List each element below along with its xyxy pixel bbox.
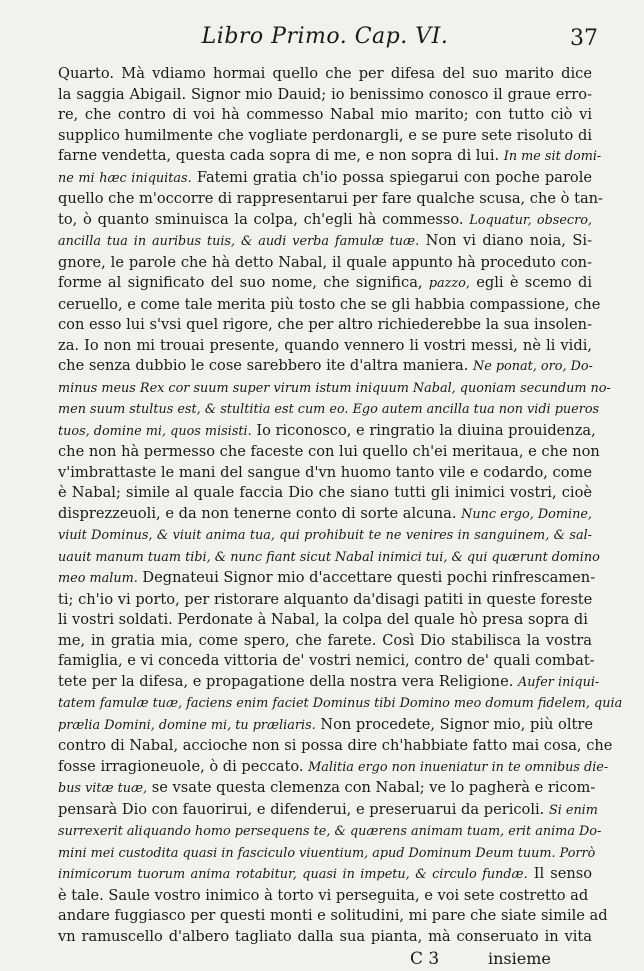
page-footer xyxy=(58,949,592,971)
text-run: to, ò quanto sminuisca la colpa, ch'egli hà commesso. xyxy=(58,210,470,228)
text-line xyxy=(58,778,596,800)
text-line xyxy=(58,568,596,590)
text-run: re, che contro di voi hà commesso Nabal mio marito; con tutto ciò vi xyxy=(58,106,592,123)
text-line xyxy=(58,483,592,504)
text-run: Fatemi gratia ch'io possa spiegarui con poche parole xyxy=(191,168,593,186)
signature-mark: C 3 xyxy=(410,949,440,969)
latin-quote: viuit Dominus, & viuit anima tua, qui prohibuit te ne venires in sanguinem, & sal- xyxy=(58,528,592,543)
text-line xyxy=(58,336,592,357)
text-line xyxy=(58,864,592,886)
text-line xyxy=(58,672,600,694)
latin-quote: In me sit domi- xyxy=(503,149,602,164)
latin-quote: prælia Domini, domine mi, tu præliaris. xyxy=(58,717,316,733)
latin-quote: bus vitæ tuæ, xyxy=(58,781,148,796)
text-run: Io riconosco, e ringratio la diuina prouidenza, xyxy=(251,421,596,439)
text-line xyxy=(58,651,595,672)
catchword: insieme xyxy=(488,949,551,968)
text-run: vn ramuscello d'albero tagliato dalla sua pianta, mà conseruato in vita xyxy=(58,927,592,945)
text-run: tete per la difesa, e propagatione della nostra vera Religione. xyxy=(58,672,518,690)
latin-quote: Aufer iniqui- xyxy=(518,674,600,690)
text-line xyxy=(58,547,600,569)
text-run: gnore, le parole che hà detto Nabal, il quale appunto hà proceduto con- xyxy=(58,253,592,271)
text-line xyxy=(58,378,611,400)
text-run: ceruello, e come tale merita più tosto che se gli habbia compassione, che xyxy=(58,295,601,313)
text-line xyxy=(58,736,613,757)
text-line xyxy=(58,610,592,631)
latin-quote: uauit manum tuam tibi, & nunc fiant sicut Nabal inimici tui, & qui quærunt domino xyxy=(58,549,600,565)
text-run: Quarto. Mà vdiamo hormai quello che per difesa del suo marito dice xyxy=(58,65,592,82)
text-line xyxy=(58,843,596,865)
text-line xyxy=(58,800,598,822)
latin-quote: tuos, domine mi, quos misisti. xyxy=(58,423,252,439)
text-run: è Nabal; simile al quale faccia Dio che siano tutti gli inimici vostri, cioè xyxy=(58,484,592,501)
latin-quote: Si enim xyxy=(548,802,598,818)
text-run: quello che m'occorre di rappresentarui per fare qualche scusa, che ò tan- xyxy=(58,190,603,207)
text-line xyxy=(58,504,592,526)
text-run: ti; ch'io vi porto, per ristorare alquanto da'disagi patiti in queste foreste xyxy=(58,590,593,608)
text-line xyxy=(58,631,592,652)
latin-quote: pazzo, xyxy=(428,276,470,291)
latin-quote: inimicorum tuorum anima rotabitur, quasi in impetu, & circulo fundæ. xyxy=(58,867,528,882)
page-number: 37 xyxy=(570,26,598,51)
text-run: con esso lui s'vsi quel rigore, che per altro richiederebbe la sua insolen- xyxy=(58,316,592,333)
text-run: è tale. Saule vostro inimico à torto vi perseguita, e voi sete costretto ad xyxy=(58,886,589,904)
text-line xyxy=(58,693,623,715)
latin-quote: mini mei custodita quasi in fasciculo viuentium, apud Dominum Deum tuum. Porrò xyxy=(58,845,596,861)
text-run: pensarà Dio con fauorirui, e difenderui, e preseruarui da pericoli. xyxy=(58,800,549,818)
text-run: Non vi diano noia, Si- xyxy=(419,232,592,249)
text-line xyxy=(58,525,592,547)
text-run: me, in gratia mia, come spero, che farete. Così Dio stabilisca la vostra xyxy=(58,631,592,649)
latin-quote: ancilla tua in auribus tuis, & audi verba famulæ tuæ. xyxy=(58,234,420,249)
text-line xyxy=(58,168,592,190)
text-line xyxy=(58,231,592,253)
text-line xyxy=(58,821,602,843)
text-run: se vsate questa clemenza con Nabal; ve lo pagherà e ricom- xyxy=(147,779,596,796)
latin-quote: tatem famulæ tuæ, faciens enim faciet Dominus tibi Domino meo domum fidelem, quia xyxy=(58,696,623,711)
text-line xyxy=(58,85,592,106)
text-line xyxy=(58,210,592,232)
latin-quote: minus meus Rex cor suum super virum istum iniquum Nabal, quoniam secundum no- xyxy=(58,380,611,396)
running-head: Libro Primo. Cap. VI. xyxy=(201,24,449,49)
text-line xyxy=(58,295,601,316)
text-run: la saggia Abigail. Signor mio Dauid; io benissimo conosco il graue erro- xyxy=(58,85,592,103)
text-line xyxy=(58,105,592,126)
latin-quote: Ne ponat, oro, Do- xyxy=(473,359,593,374)
latin-quote: men suum stultus est, & stultitia est cum eo. Ego autem ancilla tua non vidi pueros xyxy=(58,402,600,417)
text-line xyxy=(58,273,592,295)
text-line xyxy=(58,715,592,737)
text-line xyxy=(58,253,592,274)
text-line xyxy=(58,927,592,948)
text-run: contro di Nabal, accioche non si possa dire ch'habbiate fatto mai cosa, che xyxy=(58,737,613,754)
text-line xyxy=(58,146,602,168)
text-line xyxy=(58,189,603,210)
text-run: andare fuggiasco per questi monti e solitudini, mi pare che siate simile ad xyxy=(58,907,608,924)
text-run: Il senso xyxy=(527,865,593,882)
text-line xyxy=(58,315,592,336)
text-run: v'imbrattaste le mani del sangue d'vn huomo tanto vile e codardo, come xyxy=(58,463,592,481)
text-run: za. Io non mi trouai presente, quando vennero li vostri messi, nè li vidi, xyxy=(58,336,592,354)
text-run: Degnateui Signor mio d'accettare questi pochi rinfrescamen- xyxy=(137,569,596,586)
text-run: che senza dubbio le cose sarebbero ite d'altra maniera. xyxy=(58,357,474,374)
text-run: farne vendetta, questa cada sopra di me, e non sopra di lui. xyxy=(58,147,504,164)
body-text xyxy=(58,64,623,947)
text-line xyxy=(58,590,592,611)
text-run: famiglia, e vi conceda vittoria de' vostri nemici, contro de' quali combat- xyxy=(58,652,595,669)
text-line xyxy=(58,442,600,463)
latin-quote: meo malum. xyxy=(58,571,138,586)
text-run: disprezzeuoli, e da non tenerne conto di sorte alcuna. xyxy=(58,504,462,522)
text-line xyxy=(58,757,609,779)
text-run: egli è scemo di xyxy=(469,274,592,291)
page-header xyxy=(58,24,598,58)
latin-quote: Nunc ergo, Domine, xyxy=(461,506,593,522)
text-line xyxy=(58,421,596,443)
text-line xyxy=(58,356,592,378)
latin-quote: surrexerit aliquando homo persequens te, & quærens animam tuam, erit anima Do- xyxy=(58,824,602,839)
latin-quote: ne mi hæc iniquitas. xyxy=(58,170,192,186)
latin-quote: Loquatur, obsecro, xyxy=(469,212,592,228)
text-run: che non hà permesso che faceste con lui quello ch'ei meritaua, e che non xyxy=(58,443,600,460)
text-line xyxy=(58,906,608,927)
text-line xyxy=(58,399,600,421)
text-run: Non procedete, Signor mio, più oltre xyxy=(315,715,593,733)
text-run: supplico humilmente che vogliate perdonargli, e se pure sete risoluto di xyxy=(58,126,592,144)
text-run: li vostri soldati. Perdonate à Nabal, la colpa del quale hò presa sopra di xyxy=(58,611,588,628)
text-run: fosse irragioneuole, ò di peccato. xyxy=(58,757,309,775)
text-line xyxy=(58,126,592,147)
latin-quote: Malitia ergo non inueniatur in te omnibus die- xyxy=(308,759,609,775)
text-run: forme al significato del suo nome, che significa, xyxy=(58,274,429,291)
text-line xyxy=(58,64,592,85)
text-line xyxy=(58,886,592,907)
text-line xyxy=(58,463,592,484)
